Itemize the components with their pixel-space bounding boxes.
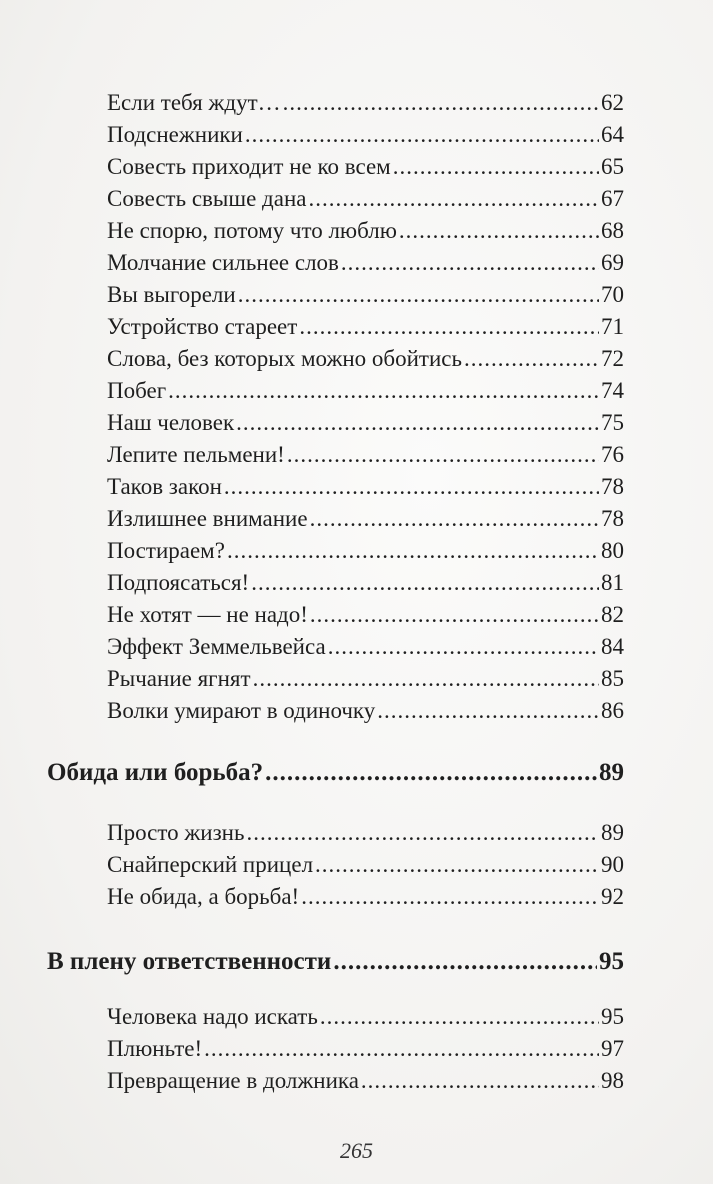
- dot-leader: [308, 186, 599, 212]
- toc-entry-title: Подснежники: [107, 122, 243, 147]
- dot-leader: [287, 442, 599, 468]
- toc-entry: [107, 1004, 624, 1030]
- toc-entry-title: Подпоясаться!: [107, 570, 250, 595]
- dot-leader: [310, 506, 599, 532]
- toc-entry-title: Излишнее внимание: [107, 506, 308, 531]
- dot-leader: [283, 90, 599, 116]
- toc-entry: [107, 250, 624, 276]
- toc-entry: [107, 698, 624, 724]
- toc-entry-page: 84: [601, 634, 624, 659]
- toc-entry-page: 97: [601, 1036, 624, 1061]
- toc-entry: [107, 602, 624, 628]
- toc-entry-title: Не спорю, потому что люблю: [107, 218, 397, 243]
- dot-leader: [393, 154, 599, 180]
- toc-entry-page: 86: [601, 698, 624, 723]
- toc-entry-page: 64: [601, 122, 624, 147]
- toc-entry-title: Человека надо искать: [107, 1004, 318, 1029]
- toc-entry: [107, 884, 624, 910]
- dot-leader: [328, 634, 599, 660]
- toc-entry-title: Эффект Земмельвейса: [107, 634, 326, 659]
- toc-entry: [107, 186, 624, 212]
- dot-leader: [224, 474, 599, 500]
- dot-leader: [238, 282, 599, 308]
- dot-leader: [320, 1004, 599, 1030]
- toc-section-heading: [47, 759, 624, 787]
- dot-leader: [361, 1068, 599, 1094]
- toc-entry-page: 81: [601, 570, 624, 595]
- toc-entry-page: 72: [601, 346, 624, 371]
- toc-entry-title: Совесть свыше дана: [107, 186, 307, 211]
- toc-entry: [107, 122, 624, 148]
- toc-entry-page: 75: [601, 410, 624, 435]
- toc-entry-page: 69: [601, 250, 624, 275]
- toc-entry: [107, 218, 624, 244]
- dot-leader: [236, 410, 599, 436]
- toc-entry-page: 80: [601, 538, 624, 563]
- toc-entry-title: Побег: [107, 378, 167, 403]
- toc-entry-page: 90: [601, 852, 624, 877]
- toc-entry-title: Плюньте!: [107, 1036, 203, 1061]
- toc-entry: [107, 314, 624, 340]
- toc-section-heading: [47, 948, 624, 976]
- toc-entry-page: 74: [601, 378, 624, 403]
- dot-leader: [399, 218, 599, 244]
- toc-section-title: Обида или борьба?: [47, 759, 264, 786]
- toc-entry-title: Рычание ягнят: [107, 666, 251, 691]
- toc-entry: [107, 538, 624, 564]
- toc-entry-title: Совесть приходит не ко всем: [107, 154, 391, 179]
- page-number: 265: [340, 1138, 373, 1163]
- toc-entry-page: 92: [601, 884, 624, 909]
- dot-leader: [253, 666, 599, 692]
- toc-entry-page: 76: [601, 442, 624, 467]
- toc-entry: [107, 1068, 624, 1094]
- toc-entry: [107, 410, 624, 436]
- toc-entry-title: Снайперский прицел: [107, 852, 314, 877]
- toc-entry: [107, 154, 624, 180]
- dot-leader: [265, 759, 597, 787]
- toc-entry-title: Не обида, а борьба!: [107, 884, 300, 909]
- toc-entry-title: Устройство стареет: [107, 314, 298, 339]
- toc-entry-page: 67: [601, 186, 624, 211]
- toc-entry-title: Если тебя ждут…: [107, 90, 281, 115]
- toc-entry-page: 89: [601, 820, 624, 845]
- toc-section-page: 89: [599, 759, 624, 786]
- toc-entry: [107, 346, 624, 372]
- toc-entry: [107, 634, 624, 660]
- toc-entry-page: 62: [601, 90, 624, 115]
- dot-leader: [377, 698, 599, 724]
- dot-leader: [341, 250, 599, 276]
- toc-entry: [107, 820, 624, 846]
- toc-entry: [107, 1036, 624, 1062]
- toc-entry: [107, 506, 624, 532]
- dot-leader: [315, 852, 599, 878]
- toc-entry-title: Вы выгорели: [107, 282, 236, 307]
- dot-leader: [333, 948, 597, 976]
- toc-entry: [107, 442, 624, 468]
- dot-leader: [299, 314, 599, 340]
- dot-leader: [251, 570, 599, 596]
- toc-entry-page: 78: [601, 474, 624, 499]
- toc-entry-title: Наш человек: [107, 410, 235, 435]
- toc-entry-title: Слова, без которых можно обойтись: [107, 346, 462, 371]
- toc-entry-page: 70: [601, 282, 624, 307]
- toc-section-title: В плену ответственности: [47, 948, 332, 975]
- dot-leader: [245, 122, 599, 148]
- toc-entry-title: Постираем?: [107, 538, 225, 563]
- toc-entry-page: 85: [601, 666, 624, 691]
- dot-leader: [301, 884, 599, 910]
- dot-leader: [227, 538, 599, 564]
- dot-leader: [246, 820, 599, 846]
- toc-entry: [107, 378, 624, 404]
- dot-leader: [464, 346, 599, 372]
- toc-entry-title: Лепите пельмени!: [107, 442, 285, 467]
- toc-entry-title: Молчание сильнее слов: [107, 250, 339, 275]
- dot-leader: [204, 1036, 599, 1062]
- toc-entry: [107, 474, 624, 500]
- toc-entry-page: 71: [601, 314, 624, 339]
- toc-entry: [107, 570, 624, 596]
- toc-entry-title: Превращение в должника: [107, 1068, 359, 1093]
- toc-entry: [107, 282, 624, 308]
- toc-entry-page: 82: [601, 602, 624, 627]
- toc-entry: [107, 90, 624, 116]
- toc-entry-page: 95: [601, 1004, 624, 1029]
- dot-leader: [168, 378, 599, 404]
- toc-entry-title: Таков закон: [107, 474, 222, 499]
- toc-entry-title: Волки умирают в одиночку: [107, 698, 376, 723]
- toc-entry-title: Не хотят — не надо!: [107, 602, 308, 627]
- toc-entry: [107, 666, 624, 692]
- toc-entry: [107, 852, 624, 878]
- toc-section-page: 95: [599, 948, 624, 975]
- toc-entry-page: 98: [601, 1068, 624, 1093]
- toc-entry-page: 65: [601, 154, 624, 179]
- dot-leader: [310, 602, 599, 628]
- toc-entry-page: 68: [601, 218, 624, 243]
- toc-entry-title: Просто жизнь: [107, 820, 245, 845]
- toc-entry-page: 78: [601, 506, 624, 531]
